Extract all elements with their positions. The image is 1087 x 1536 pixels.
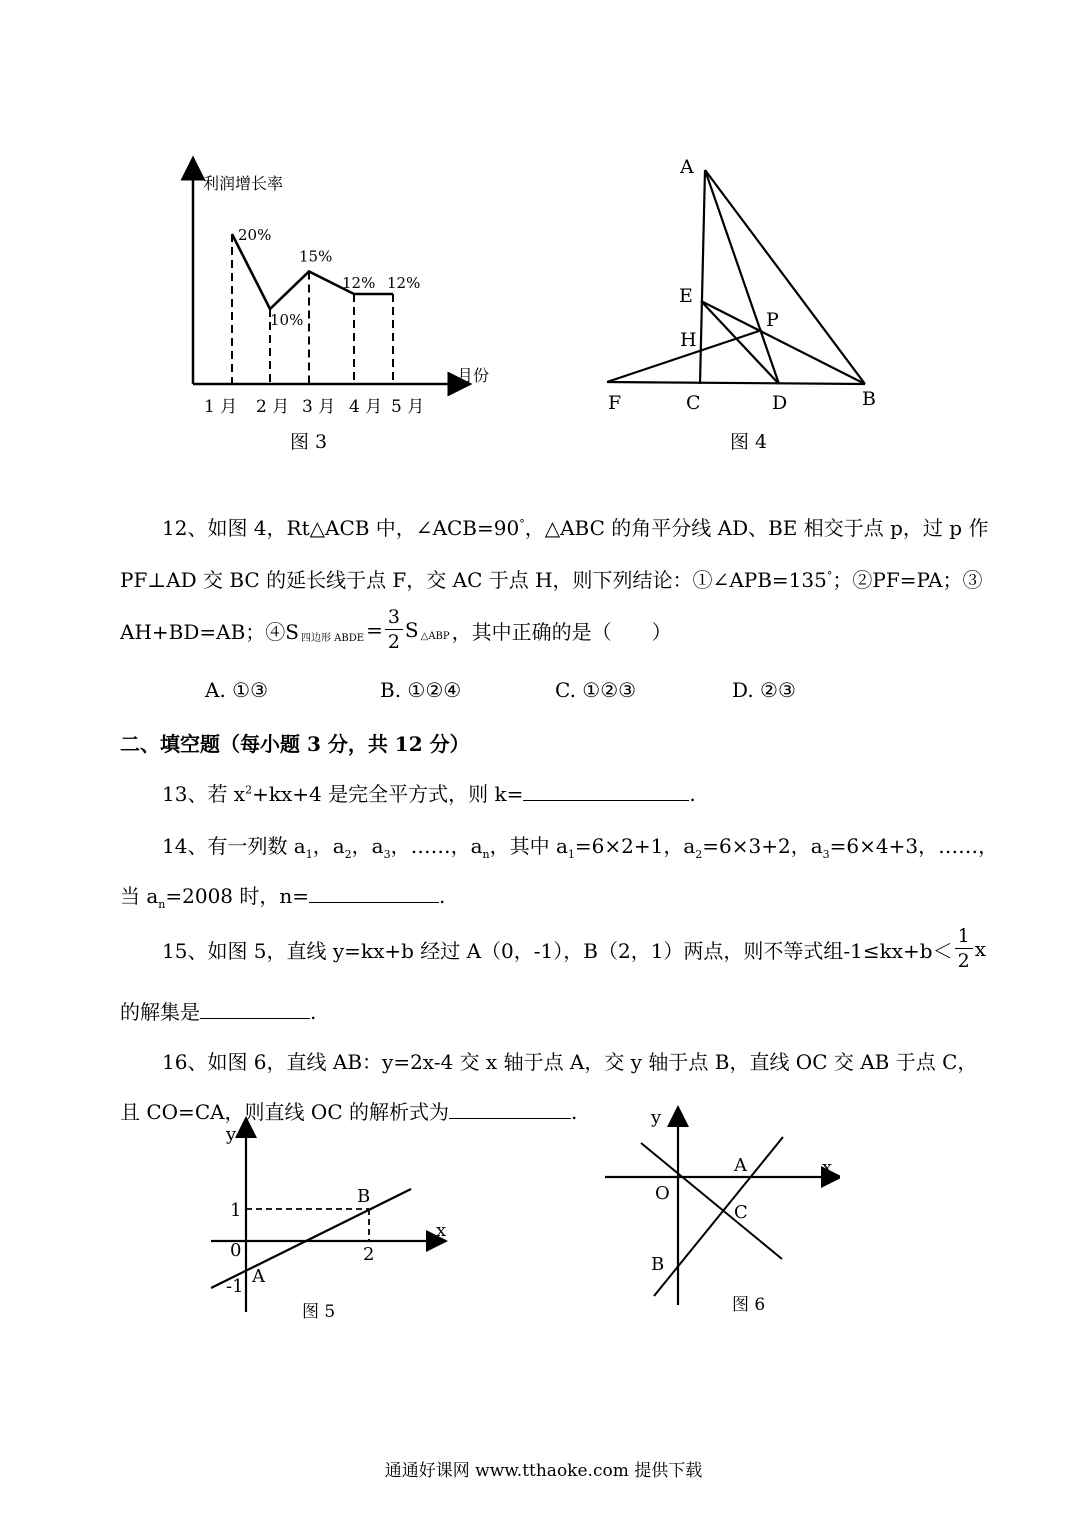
fraction-3-2: $\frac{3}{2}$ [385,608,403,652]
data-label-4: 12% [342,274,376,292]
q14-line-2: 当 $a_n=2008$ 时，n= . [120,884,446,911]
tick-label-month-2: 2 月 [256,397,290,417]
series-line [232,234,393,309]
point-label-C: C [686,392,701,414]
q12-line-1: 12、如图 4，Rt△ACB 中，∠ACB=90°，△ABC 的角平分线 AD、BE 相交于点 p，过 p 作 [162,516,989,540]
q12-line-2: PF⊥AD 交 BC 的延长线于点 F，交 AC 于点 H，则下列结论：①∠APB=135°；②PF=PA；③ [120,568,983,592]
q13-line: 13、若 $x^2+kx+4$ 是完全平方式，则 k= . [162,782,696,806]
q15-answer-blank[interactable] [200,998,310,1019]
data-label-1: 20% [238,226,272,244]
segment-AB [705,170,865,384]
q16-answer-blank[interactable] [449,1098,571,1119]
page-footer: 通通好课网 www.tthaoke.com 提供下载 [384,1461,703,1481]
x-axis-label: 月份 [457,366,490,385]
q14-line-1: 14、有一列数 $a_1$，$a_2$，$a_3$，……，$a_n$，其中 $a_1=6\times 2+1$，$a_2=6\times 3+2$，$a_3=6\times 4+3$，……， [162,834,999,861]
origin-0: 0 [230,1240,242,1261]
section-2-title: 二、填空题（每小题 3 分，共 12 分） [120,732,470,756]
month-labels [201,392,441,418]
x-label: x [436,1220,447,1241]
fraction-1-2: $\frac{1}{2}$ [955,927,973,971]
q12-option-b[interactable]: B. ①②④ [380,678,462,702]
data-label-2: 10% [270,311,304,329]
point-label-C: C [734,1202,748,1223]
segment-AD [705,170,779,384]
point-label-F: F [608,392,622,414]
q12-option-a[interactable]: A. ①③ [205,678,269,702]
data-label-5: 12% [387,274,421,292]
point-label-B: B [862,388,876,410]
data-label-3: 15% [299,247,333,266]
figure-4-diagram [595,150,895,415]
point-label-A: A [734,1155,747,1176]
figure-3-caption: 图 3 [290,431,328,453]
plot-area [232,226,420,384]
q12-option-c[interactable]: C. ①②③ [555,678,637,702]
figure-6-diagram [600,1105,840,1310]
point-label-B: B [357,1186,371,1207]
y-label: y [651,1107,662,1128]
q12-line-3: AH+BD=AB；④S $_{四边形 ABDE}$ = $\frac{3}{2}$ S $_{\triangle ABP}$ ，其中正确的是（ ） [120,606,672,653]
point-label-O: O [655,1183,670,1204]
q15-line-2: 的解集是 . [120,1000,317,1024]
tick-neg1: -1 [226,1276,244,1297]
tick-1: 1 [230,1200,242,1221]
tick-label-month-5: 5 月 [391,397,425,417]
q15-line-1: 15、如图 5，直线 y=kx+b 经过 A（0，-1），B（2，1）两点，则不等式组-1≤kx+b＜ $\frac{1}{2}$ x [162,925,986,972]
q13-answer-blank[interactable] [523,780,689,801]
tick-label-month-3: 3 月 [302,397,336,417]
tick-2: 2 [363,1244,375,1265]
point-label-B: B [651,1254,665,1275]
q14-answer-blank[interactable] [309,882,439,903]
point-label-A: A [680,156,694,178]
point-label-A: A [252,1266,265,1287]
figure-3-chart [170,150,510,410]
y-label: y [226,1124,237,1145]
figure-4-caption: 图 4 [730,431,768,453]
point-label-D: D [772,392,788,414]
segment-FB [607,382,865,384]
tick-label-month-4: 4 月 [349,397,383,417]
x-label: x [822,1157,833,1178]
figure-5-caption: 图 5 [302,1302,336,1322]
segment-AC [700,170,705,384]
q16-line-2: 且 CO=CA，则直线 OC 的解析式为 . [120,1100,578,1124]
line-AB [654,1137,783,1296]
q12-option-d[interactable]: D. ②③ [732,678,796,702]
y-axis-label: 利润增长率 [203,174,284,193]
point-label-P: P [766,309,779,331]
q16-line-1: 16、如图 6，直线 AB：y=2x-4 交 x 轴于点 A，交 y 轴于点 B，直线 OC 交 AB 于点 C， [162,1050,978,1074]
figure-6-caption: 图 6 [732,1295,766,1315]
point-label-E: E [679,285,693,307]
point-label-H: H [680,329,697,351]
tick-label-month-1: 1 月 [204,397,238,417]
